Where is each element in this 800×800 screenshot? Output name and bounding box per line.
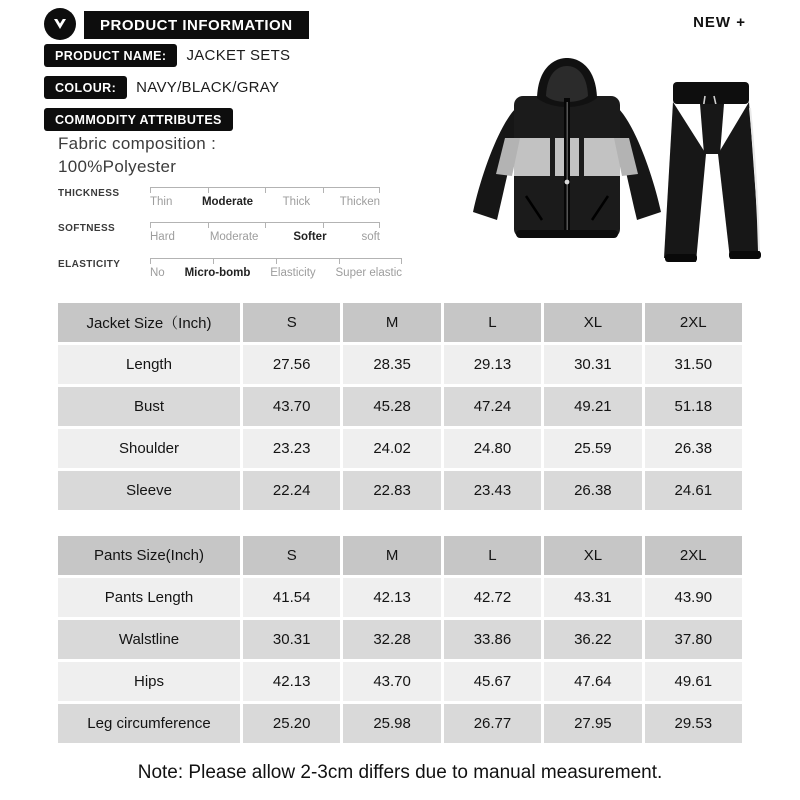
fabric-composition-label: Fabric composition :	[58, 134, 217, 153]
cell: 51.18	[674, 398, 713, 415]
row-label: Walstline	[118, 631, 180, 648]
size-col-xl: XL	[583, 314, 603, 331]
cell: 37.80	[674, 631, 713, 648]
row-label: Bust	[133, 398, 164, 415]
thickness-options	[150, 196, 380, 208]
product-name-row	[44, 44, 290, 67]
row-label: Pants Length	[104, 589, 194, 606]
cell: 47.64	[574, 673, 612, 690]
cell: 26.38	[674, 440, 713, 457]
size-col-m: M	[385, 314, 399, 331]
table-row-bust	[58, 387, 742, 426]
cell: 24.61	[674, 482, 713, 499]
size-col-s: S	[286, 547, 297, 564]
jacket-table-title-cell: Jacket Size（Inch)	[86, 315, 212, 332]
jacket-set-illustration	[442, 46, 764, 286]
table-row-hips	[58, 662, 742, 701]
product-photo-jacket-set	[442, 46, 764, 286]
cell: 47.24	[473, 398, 512, 415]
table-row-pants-length	[58, 578, 742, 617]
size-col-m: M	[385, 547, 399, 564]
cell: 32.28	[373, 631, 411, 648]
cell: 41.54	[272, 589, 311, 606]
cell: 23.43	[473, 482, 512, 499]
size-col-2xl: 2XL	[679, 547, 707, 564]
option-thicken: Thicken	[339, 196, 380, 208]
thickness-row	[58, 187, 380, 208]
cell: 25.20	[272, 715, 311, 732]
cell: 26.77	[473, 715, 512, 732]
size-col-s: S	[286, 314, 297, 331]
page-title: PRODUCT INFORMATION	[84, 11, 309, 39]
commodity-attributes-row	[44, 108, 233, 131]
cell: 27.95	[574, 715, 612, 732]
cell: 43.70	[272, 398, 311, 415]
size-col-2xl: 2XL	[679, 314, 707, 331]
product-name-value: JACKET SETS	[186, 47, 291, 64]
cell: 33.86	[473, 631, 512, 648]
option-moderate: Moderate	[209, 231, 259, 243]
cell: 25.59	[574, 440, 612, 457]
size-col-l: L	[488, 314, 497, 331]
cell: 30.31	[272, 631, 311, 648]
cell: 31.50	[674, 356, 713, 373]
row-label: Sleeve	[126, 482, 172, 499]
cell: 27.56	[272, 356, 311, 373]
cell: 22.24	[272, 482, 311, 499]
option-super-elastic: Super elastic	[335, 267, 402, 279]
softness-options	[150, 231, 380, 243]
softness-label: SOFTNESS	[58, 223, 116, 234]
cell: 43.90	[674, 589, 713, 606]
option-hard: Hard	[150, 231, 175, 243]
thickness-label: THICKNESS	[58, 188, 120, 199]
option-elasticity: Elasticity	[270, 267, 316, 279]
option-no: No	[150, 267, 165, 279]
elasticity-ruler	[150, 258, 402, 265]
softness-scale	[150, 222, 380, 243]
softness-ruler	[150, 222, 380, 229]
cell: 28.35	[373, 356, 411, 373]
option-thick: Thick	[282, 196, 311, 208]
cell: 45.28	[373, 398, 411, 415]
cell: 23.23	[272, 440, 311, 457]
cell: 43.70	[373, 673, 411, 690]
cell: 22.83	[373, 482, 411, 499]
elasticity-label: ELASTICITY	[58, 259, 121, 270]
size-col-xl: XL	[583, 547, 603, 564]
cell: 24.02	[373, 440, 411, 457]
cell: 29.13	[473, 356, 512, 373]
fabric-composition-value: 100%Polyester	[58, 157, 177, 176]
measurement-note: Note: Please allow 2-3cm differs due to manual measurement.	[137, 762, 663, 783]
cell: 49.61	[674, 673, 713, 690]
triangle-icon	[50, 14, 70, 34]
thickness-ruler	[150, 187, 380, 194]
row-label: Shoulder	[118, 440, 180, 457]
option-soft: soft	[361, 231, 380, 243]
elasticity-row	[58, 258, 402, 279]
cell: 36.22	[574, 631, 612, 648]
cell: 30.31	[574, 356, 612, 373]
pants-table-title-cell: Pants Size(Inch)	[93, 547, 205, 564]
colour-label: COLOUR:	[44, 76, 127, 99]
cell: 25.98	[373, 715, 411, 732]
row-label: Leg circumference	[87, 715, 211, 732]
table-row-leg-circumference	[58, 704, 742, 743]
table-row-shoulder	[58, 429, 742, 468]
cell: 49.21	[574, 398, 612, 415]
thickness-scale	[150, 187, 380, 208]
cell: 26.38	[574, 482, 612, 499]
commodity-attributes-label: COMMODITY ATTRIBUTES	[44, 108, 233, 131]
softness-row	[58, 222, 380, 243]
product-name-label: PRODUCT NAME:	[44, 44, 177, 67]
table-row-length	[58, 345, 742, 384]
option-softer-selected: Softer	[293, 231, 327, 243]
option-thin: Thin	[150, 196, 173, 208]
cell: 45.67	[473, 673, 512, 690]
new-badge: NEW +	[693, 14, 746, 31]
cell: 24.80	[473, 440, 512, 457]
pants-table-header-row	[58, 536, 742, 575]
cell: 42.13	[272, 673, 311, 690]
cell: 42.72	[473, 589, 512, 606]
cell: 43.31	[574, 589, 612, 606]
option-micro-bomb-selected: Micro-bomb	[184, 267, 251, 279]
colour-value: NAVY/BLACK/GRAY	[136, 79, 280, 96]
row-label: Length	[126, 356, 172, 373]
cell: 29.53	[674, 715, 713, 732]
colour-row	[44, 76, 279, 99]
option-moderate-selected: Moderate	[201, 196, 254, 208]
pants-size-table	[55, 533, 745, 746]
table-row-sleeve	[58, 471, 742, 510]
cell: 42.13	[373, 589, 411, 606]
jacket-table-header-row	[58, 303, 742, 342]
row-label: Hips	[133, 673, 164, 690]
elasticity-scale	[150, 258, 402, 279]
brand-logo-icon	[44, 8, 76, 40]
jacket-size-table	[55, 300, 745, 513]
table-row-walstline	[58, 620, 742, 659]
size-col-l: L	[488, 547, 497, 564]
elasticity-options	[150, 267, 402, 279]
